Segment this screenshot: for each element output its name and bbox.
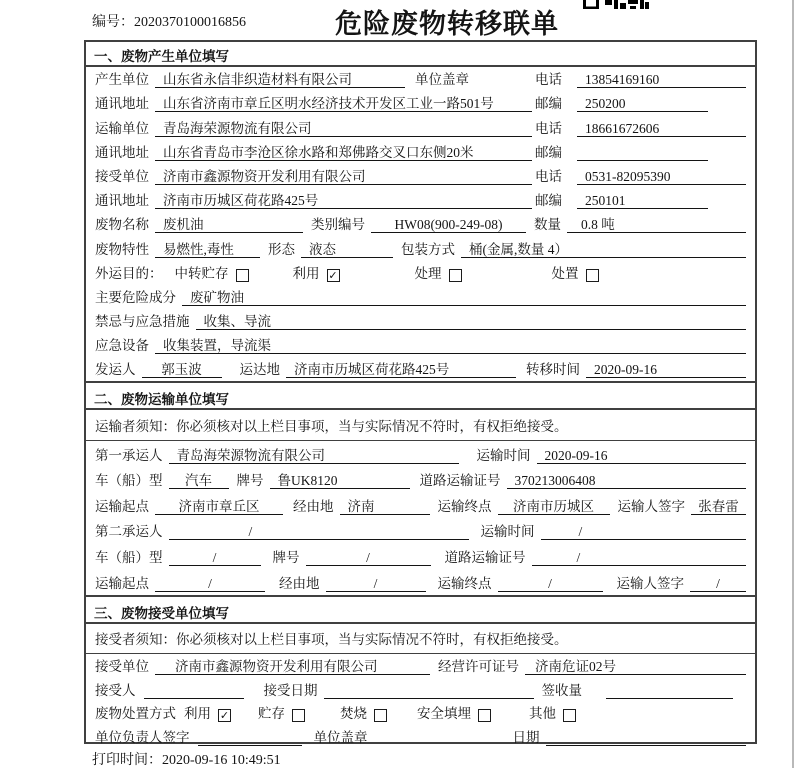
row-emergency-measures (86, 309, 755, 333)
form-table (84, 40, 757, 744)
field-label: 电话 (535, 72, 562, 88)
field-label: 转移时间 (526, 362, 580, 378)
field-value: 18661672606 (577, 121, 746, 137)
field-label: 形态 (268, 241, 295, 257)
row-first-carrier (86, 441, 755, 467)
page-edge-line (792, 0, 794, 768)
row-main-hazard (86, 285, 755, 309)
row-acceptor (86, 678, 755, 702)
field-label: 禁忌与应急措施 (95, 314, 190, 330)
checkbox-option (184, 706, 231, 722)
field-value: / (169, 550, 261, 566)
field-label: 牌号 (236, 473, 264, 489)
field-value: 0531-82095390 (577, 169, 746, 185)
field-label: 道路运输证号 (444, 549, 526, 565)
field-label: 包装方式 (401, 241, 455, 257)
field-value: 济南市鑫源物资开发利用有限公司 (155, 659, 430, 675)
print-timestamp (92, 749, 281, 768)
field-label: 日期 (512, 730, 540, 746)
field-label: 通讯地址 (95, 144, 149, 160)
field-label: 数量 (534, 217, 561, 233)
checkbox-checked-icon: ✓ (328, 268, 338, 282)
print-value: 2020-09-16 10:49:51 (162, 753, 281, 768)
field-label: 运输人签字 (616, 575, 684, 591)
field-value: 山东省永信非织造材料有限公司 (155, 72, 405, 88)
checkbox-label: 利用 (292, 265, 320, 281)
checkbox-checked-icon: ✓ (219, 709, 230, 723)
checkbox-label: 安全填埋 (417, 706, 471, 722)
field-value: / (169, 524, 469, 540)
page-title: 危险废物转移联单 (335, 9, 559, 39)
field-label: 接受人 (95, 682, 136, 698)
checkbox-icon (236, 269, 249, 282)
field-label: 运输起点 (95, 498, 149, 514)
row-emergency-equipment (86, 333, 755, 357)
field-value: 济南市历城区 (498, 499, 610, 515)
checkbox-option (529, 706, 576, 722)
field-value: 370213006408 (507, 473, 747, 489)
field-label: 接受日期 (263, 682, 318, 698)
field-label: 外运目的： (95, 265, 163, 281)
field-value: 汽车 (169, 473, 229, 489)
field-label: 运输时间 (476, 447, 531, 463)
field-value: / (690, 576, 746, 592)
receiver-notice: 接受者须知：你必须核对以上栏目事项，当与实际情况不符时，有权拒绝接受。 (86, 624, 755, 655)
field-value: 张春雷 (691, 499, 746, 515)
field-label: 单位盖章 (313, 730, 368, 746)
field-value: HW08(900-249-08) (371, 217, 526, 233)
section-1-header: 一、废物产生单位填写 (86, 42, 755, 67)
field-label: 运输时间 (480, 524, 535, 540)
field-value: / (498, 576, 603, 592)
field-value: 250101 (577, 193, 708, 209)
field-label: 电话 (535, 120, 562, 136)
field-value: 2020-09-16 (537, 448, 747, 464)
field-value: / (532, 550, 747, 566)
checkbox-option (258, 706, 305, 722)
field-value: 收集、导流 (196, 314, 747, 330)
field-value: 2020-09-16 (586, 362, 746, 378)
right-field-group (535, 96, 746, 112)
row-outbound-purpose (86, 261, 755, 285)
checkbox-option (417, 706, 491, 722)
field-value-empty (324, 683, 534, 699)
right-field-group (535, 121, 746, 137)
field-label: 运输终点 (437, 575, 492, 591)
field-label: 第二承运人 (95, 524, 163, 540)
checkbox-option (552, 266, 599, 282)
field-value-empty (577, 145, 708, 161)
field-label: 类别编号 (311, 217, 365, 233)
checkbox-icon (374, 709, 387, 722)
field-label: 经由地 (279, 575, 320, 591)
row-receiver-unit (86, 164, 755, 188)
field-value: 济南市鑫源物资开发利用有限公司 (155, 169, 532, 185)
field-value: 山东省济南市章丘区明水经济技术开发区工业一路501号 (155, 96, 532, 112)
field-value: 鲁UK8120 (270, 473, 410, 489)
field-value: 收集装置，导流渠 (155, 338, 746, 354)
field-value: 13854169160 (577, 72, 746, 88)
field-label: 运输终点 (437, 498, 492, 514)
row-second-carrier (86, 518, 755, 544)
field-value-empty (144, 683, 244, 699)
checkbox-icon (449, 269, 462, 282)
field-label: 运达地 (239, 362, 280, 378)
checkbox-icon (563, 709, 576, 722)
field-value: 0.8 吨 (567, 217, 746, 233)
checkbox-label: 处理 (414, 265, 442, 281)
checkbox-option (415, 266, 462, 282)
row-transport-address (86, 140, 755, 164)
field-value: 济南 (340, 499, 430, 515)
field-value-empty (198, 730, 302, 746)
row-shipper (86, 357, 755, 381)
field-label: 运输起点 (95, 575, 149, 591)
qr-code-icon (583, 0, 649, 9)
right-field-group (535, 169, 746, 185)
field-label: 牌号 (272, 549, 300, 565)
field-value: 青岛海荣源物流有限公司 (155, 121, 532, 137)
field-label: 签收量 (541, 682, 582, 698)
row-disposal-method (86, 702, 755, 726)
field-value: 山东省青岛市李沧区徐水路和郑佛路交叉口东侧20米 (155, 145, 532, 161)
field-value: / (326, 576, 426, 592)
field-label: 单位负责人签字 (95, 730, 190, 746)
field-value-empty (546, 730, 747, 746)
checkbox-label: 处置 (551, 265, 579, 281)
checkbox-option (175, 266, 249, 282)
checkbox-icon (292, 709, 305, 722)
field-value: 废矿物油 (182, 290, 746, 306)
field-label: 通讯地址 (95, 193, 149, 209)
checkbox-option (340, 706, 387, 722)
field-label: 废物处置方式 (95, 706, 176, 722)
field-value: 济南危证02号 (525, 659, 746, 675)
field-label: 邮编 (535, 144, 562, 160)
checkbox-label: 利用 (184, 706, 211, 722)
checkbox-option (293, 266, 340, 282)
field-label: 车（船）型 (95, 549, 163, 565)
field-label: 应急设备 (95, 338, 149, 354)
field-label: 经由地 (293, 498, 334, 514)
checkbox-icon (586, 269, 599, 282)
field-value: 易燃性,毒性 (155, 242, 260, 258)
field-value: 废机油 (155, 217, 303, 233)
checkbox-label: 贮存 (258, 706, 285, 722)
field-value: 济南市历城区荷花路425号 (155, 193, 532, 209)
row-generator-unit (86, 67, 755, 91)
right-field-group (535, 193, 746, 209)
transporter-notice: 运输者须知：你必须核对以上栏目事项，当与实际情况不符时，有权拒绝接受。 (86, 410, 755, 441)
field-label: 产生单位 (95, 72, 149, 88)
field-label: 通讯地址 (95, 96, 149, 112)
right-field-group (535, 72, 746, 88)
section-3-header: 三、废物接受单位填写 (86, 595, 755, 624)
field-value-empty (606, 683, 733, 699)
field-value: / (306, 550, 431, 566)
row-accepting-unit (86, 654, 755, 678)
field-label: 第一承运人 (95, 447, 163, 463)
field-value: 济南市章丘区 (155, 499, 283, 515)
checkbox-label: 中转贮存 (174, 265, 229, 281)
field-label: 接受单位 (95, 658, 149, 674)
field-value: / (155, 576, 265, 592)
field-label: 电话 (535, 168, 562, 184)
field-label: 车（船）型 (95, 473, 163, 489)
row-transport-route-1 (86, 492, 755, 518)
checkbox-icon (478, 709, 491, 722)
field-label: 废物特性 (95, 241, 149, 257)
field-label: 经营许可证号 (438, 658, 519, 674)
serial-value: 2020370100016856 (134, 15, 246, 30)
field-value: 郭玉波 (142, 362, 222, 378)
field-label: 单位盖章 (415, 72, 469, 88)
row-waste-name (86, 212, 755, 236)
field-value: 济南市历城区荷花路425号 (286, 362, 516, 378)
field-label: 主要危险成分 (95, 289, 176, 305)
row-waste-property (86, 236, 755, 260)
field-value: / (541, 524, 747, 540)
field-label: 发运人 (95, 362, 136, 378)
field-label: 接受单位 (95, 168, 149, 184)
field-value: 液态 (301, 242, 393, 258)
checkbox-label: 焚烧 (340, 706, 367, 722)
serial-label: 编号： (92, 15, 134, 30)
field-label: 道路运输证号 (419, 473, 501, 489)
row-generator-address (86, 91, 755, 115)
field-label: 邮编 (535, 96, 562, 112)
checkbox-label: 其他 (529, 706, 556, 722)
right-field-group (535, 145, 746, 161)
field-value: 桶(金属,数量 4） (461, 242, 746, 258)
field-label: 邮编 (535, 193, 562, 209)
field-value: 250200 (577, 96, 708, 112)
row-responsible-signature (86, 725, 755, 749)
field-label: 运输单位 (95, 120, 149, 136)
row-vehicle-type-2 (86, 543, 755, 569)
print-label: 打印时间： (92, 753, 162, 768)
field-label: 废物名称 (95, 217, 149, 233)
field-label: 运输人签字 (617, 498, 685, 514)
row-vehicle-type-1 (86, 467, 755, 493)
section-2-header: 二、废物运输单位填写 (86, 381, 755, 410)
field-value: 青岛海荣源物流有限公司 (169, 448, 459, 464)
row-transport-unit (86, 115, 755, 139)
row-receiver-address (86, 188, 755, 212)
row-transport-route-2 (86, 569, 755, 595)
